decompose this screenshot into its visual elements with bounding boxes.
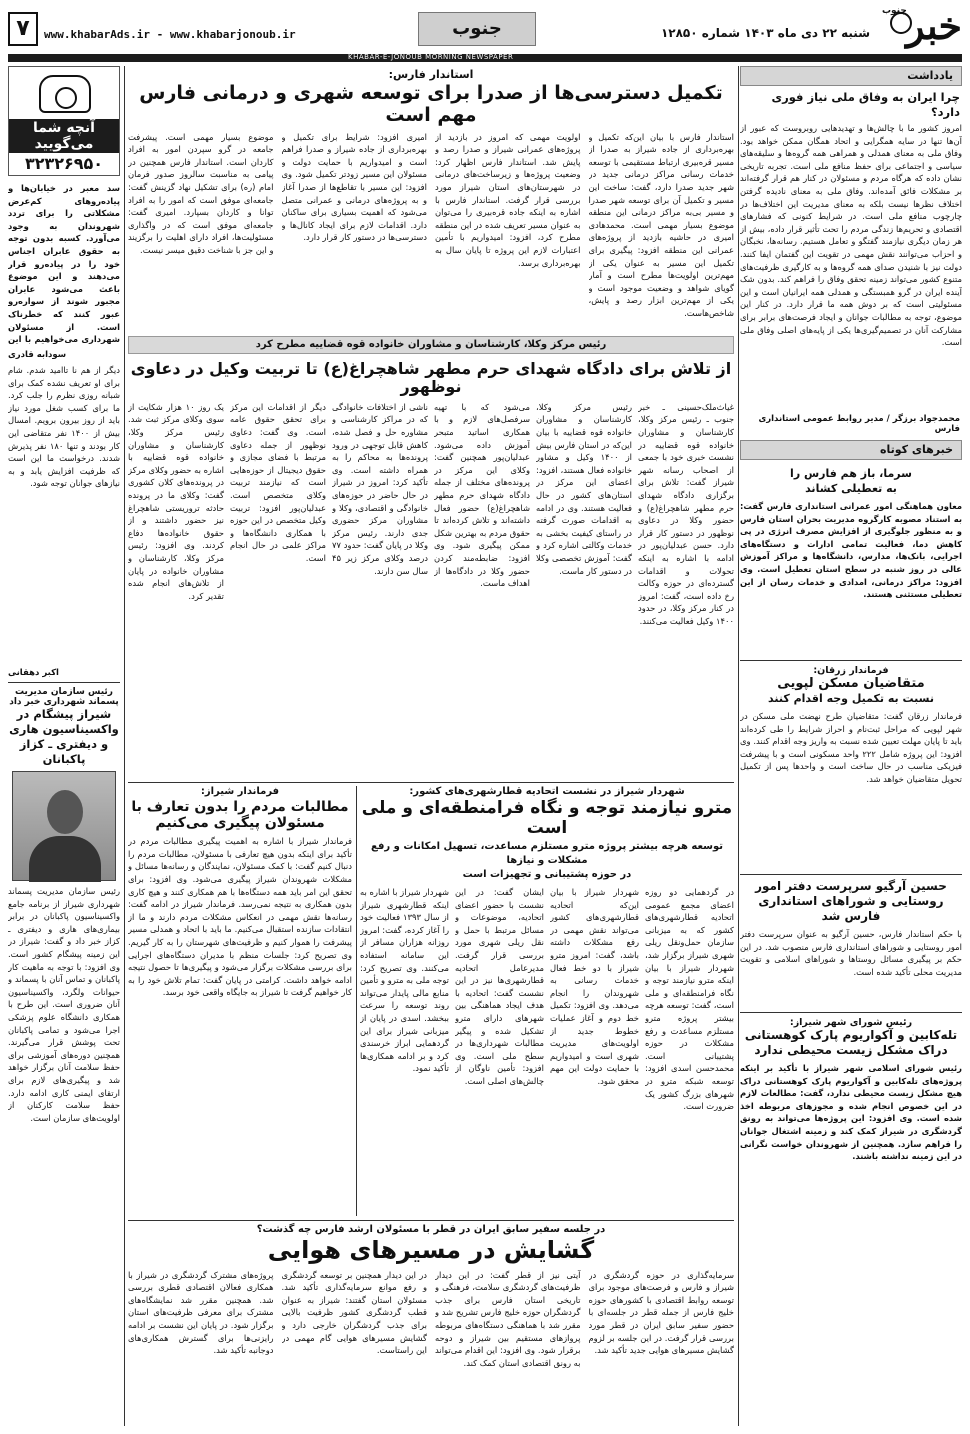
metro-column: شهردار شیراز با اشاره به اینکه قطارشهری شیراز از سال ۱۳۹۳ فعالیت خود را آغاز کرده، گفت: امروز روزانه هزاران مسافر از این سامانه استفاده می‌کنند. وی تصریح کرد: توجه ملی به مترو و تأمین منابع مالی پایدار می‌تواند روند توسعه را سرعت ببخشد. اسدی در پایان از میزبانی شیراز برای این گردهمایی ابراز خرسندی کرد و بر ادامه همکاری‌ها تأکید نمود. bbox=[360, 887, 449, 1074]
note-body: امروز کشور ما با چالش‌ها و تهدیدهایی روبروست که عبور از آن‌ها تنها در سایه همگرایی و اتحاد همگان ممکن خواهد بود. وفاق ملی به معنای همدلی و همراهی همه گروه‌ها و سلیقه‌های سیاسی و اجتماعی برای حفظ منافع ملی است. تجربه تاریخی نشان داده که هرگاه مردم و مسئولان در کنار هم قرار گرفته‌اند بر مشکلات فائق آمده‌اند. وفاق ملی به معنای نادیده گرفتن اختلاف نظرها نیست بلکه به معنای مدیریت این اختلاف‌ها در چارچوب منافع ملی است. در شرایط کنونی که فشارهای اقتصادی و تحریم‌ها زندگی مردم را تحت تأثیر قرار داده، بیش از هر زمان دیگری نیازمند گفتگو و تعامل هستیم. رسانه‌ها، نخبگان و احزاب می‌توانند نقش مهمی در تقویت این گفتمان ایفا کنند. دولت نیز با شنیدن صدای همه گروه‌ها و به کارگیری ظرفیت‌های متنوع کشور می‌تواند زمینه تحقق وفاق را فراهم کند. بدون شک آینده ایران در گرو همبستگی و همدلی همه ایرانیان است و این مسئولیتی است که بر دوش همه ما قرار دارد. در کنار این موضوع، توجه به مطالبات جوانان و ایجاد فرصت‌های برابر برای مشارکت آنان در تصمیم‌گیری‌ها یکی از پایه‌های اصلی وفاق ملی است. bbox=[740, 123, 962, 348]
news-item-body: معاون هماهنگی امور عمرانی استانداری فارس گفت: به استناد مصوبه کارگروه مدیریت بحران استان فارس و به منظور جلوگیری از افزایش مصرف انرژی در پی کاهش دما، فعالیت تمامی ادارات و دستگاه‌های اجرایی، بانک‌ها، مدارس، دانشگاه‌ها و مراکز آموزش عالی در روز شنبه در سطح استان تعطیل است. وی افزود: مراکز درمانی، امدادی و خدمات رسان از این تعطیلی مستثنی هستند. bbox=[740, 501, 962, 600]
aviation-column: در این دیدار همچنین بر توسعه گردشگری و رفع موانع سرمایه‌گذاری تأکید شد. مسئولان استان گفتند: شیراز به عنوان قطب گردشگری کشور ظرفیت بالایی برای جذب گردشگران خارجی دارد و گشایش مسیرهای هوایی گام مهمی در این راستاست. bbox=[281, 1269, 427, 1356]
masthead-rule bbox=[8, 54, 962, 62]
court-headline: از تلاش برای دادگاه شهدای حرم مطهر شاهچراغ(ع) تا تربیت وکیل در دعاوی نوظهور bbox=[130, 359, 732, 397]
court-columns bbox=[128, 401, 734, 771]
globe-icon bbox=[890, 12, 912, 34]
lead-story bbox=[128, 68, 734, 349]
court-column: رئیس مرکز وکلا، کارشناسان و مشاوران خانواده قوه قضاییه با بیان این‌که در استان فارس بیش از ۱۴۰۰ وکیل و مشاور خانواده فعال هستند، افزود: اعضای این مرکز در استان‌های کشور در حال فعالیت هستند. وی در ادامه به اقدامات صورت گرفته در راستای کیفیت بخشی به خدمات وکالتی اشاره کرد و گفت: آموزش تخصصی وکلا در دستور کار ماست. bbox=[536, 401, 632, 576]
divider bbox=[740, 874, 962, 875]
short-news-item bbox=[740, 466, 962, 656]
governor-headline: مطالبات مردم را بدون تعارف با مسئولان پیگیری می‌کنیم bbox=[131, 799, 349, 832]
lead-column: اولویت مهمی که امروز در بازدید از پروژه‌های عمرانی شیراز و صدرا رصد و پایش شد. استاندار فارس اظهار کرد: وضعیت پروژه‌ها و زیرساخت‌های درمانی در شهرستان‌های استان شیراز مورد بررسی قرار گرفت. استاندار فارس با اشاره به اینکه جاده قره‌بیری را می‌توان به عنوان مسیر تعریف شده در این منطقه مطرح کرد، افزود: امیدواریم با تأمین اعتبارات لازم این پروژه تا پایان سال به بهره‌برداری برسد. bbox=[435, 131, 581, 268]
lead-column: موضوع بسیار مهمی است. پیشرفت جامعه در گرو سپردن امور به افراد کاردان است. استاندار فارس همچنین در پیامی به مناسبت سالروز صدور فرمان امام (ره) برای تشکیل نهاد گزینش گفت: جامعه‌ای موفق است که امور را به افراد توانا و کاردان بسپارد. امیری گفت: جامعه‌ای موفق است که در واگذاری مسئولیت‌ها، افراد دارای اهلیت را برگزیند و این جز با شناخت دقیق میسر نیست. bbox=[128, 131, 274, 256]
metro-story bbox=[360, 786, 734, 1226]
news-item-title: به تعطیلی کشاند bbox=[805, 482, 897, 495]
aviation-story bbox=[128, 1224, 734, 1431]
lead-column: استاندار فارس با بیان این‌که تکمیل و بهره‌برداری از جاده شیراز به صدرا از مسیر قره‌بیری ارتباط مستقیمی با توسعه خدمات رسانی مراکز درمانی جدید در شهر جدید صدرا دارد، گفت: ساخت این مسیر و تکمیل آن برای توسعه شهر صدرا و مسیر بی‌به مراکز درمانی این منطقه موضوع بسیار مهمی است. محمدهادی امیری در حاشیه بازدید از پروژه‌های عمرانی این منطقه افزود: پیگیری برای تکمیل این مسیر به عنوان یکی از مهم‌ترین اولویت‌ها مطرح است و آمار گویای شواهد و وضعیت موجود است و یکی از مهم‌ترین ابزار رصد و پایش، شاخص‌هاست. bbox=[588, 131, 734, 318]
lead-column: امیری افزود: شرایط برای تکمیل و بهره‌برداری از جاده شیراز و صدرا فراهم است و امیدواریم با حمایت دولت و مسئولان این مسیر زودتر تکمیل شود. وی افزود: این مسیر با تقاطع‌ها از صدرا آغاز و به پروژه‌های درمانی و عمرانی متصل می‌شود که اهمیت بسیاری برای ساکنان دارد. اقدامات لازم برای ایجاد کانال‌ها و دسترسی‌ها در دستور کار قرار دارد. bbox=[281, 131, 427, 243]
news-item-kicker: رئیس شورای شهر شیراز: bbox=[789, 1017, 913, 1028]
note-author: محمدجواد برزگر / مدیر روابط عمومی استانداری فارس bbox=[758, 414, 960, 434]
reader-column bbox=[8, 66, 120, 1426]
logo bbox=[880, 4, 962, 54]
divider bbox=[740, 660, 962, 661]
aviation-column: آیتی نیز از قطر گفت: در این دیدار ظرفیت‌های گردشگری سلامت، فرهنگی و تاریخی استان فارس برای جذب گردشگران حوزه خلیج فارس تشریح شد و مقرر شد با هماهنگی دستگاه‌های مربوطه پروازهای مستقیم بین شیراز و دوحه برقرار شود. وی افزود: این اقدام می‌تواند به رونق اقتصادی استان کمک کند. bbox=[435, 1269, 581, 1368]
divider bbox=[740, 1012, 962, 1013]
short-news-title: خبرهای کوتاه bbox=[740, 440, 962, 460]
metro-kicker: شهردار شیراز در نشست اتحادیه قطارشهری‌های کشور: bbox=[409, 786, 685, 797]
hotline-number[interactable]: ۳۲۳۲۶۹۵۰ bbox=[24, 154, 104, 173]
column-rule bbox=[356, 786, 357, 1216]
column-body: رئیس سازمان مدیریت پسماند شهرداری شیراز از برنامه جامع واکسیناسیون پاکبانان در برابر بیماری‌های هاری و دیفتری ـ کزاز خبر داد و گفت: شیراز در این زمینه پیشگام کشور است. وی افزود: با توجه به ماهیت کار پاکبانان و تماس آنان با پسماند و حیوانات ولگرد، واکسیناسیون آنان ضروری است. این طرح با همکاری دانشگاه علوم پزشکی اجرا می‌شود و تمامی پاکبانان تحت پوشش قرار می‌گیرند. همچنین دوره‌های آموزشی برای حفظ سلامت آنان برگزار خواهد شد و پیگیری‌های لازم برای ارتقای ایمنی کاری ادامه دارد. حفظ سلامت کارکنان از اولویت‌های سازمان است. bbox=[8, 886, 120, 1123]
metro-column: شهردار شیراز با بیان این‌که اتحادیه قطارشهری‌های کشور می‌تواند نقش مهمی در رفع مشکلات داشته باشد، گفت: امروز مترو شیراز با دو خط فعال خدمات رسانی به شهروندان را انجام می‌دهد. وی افزود: تکمیل خط دوم و آغاز عملیات خطوط جدید از اولویت‌های مدیریت شهری است و امیدواریم با حمایت دولت این مهم محقق شود. bbox=[550, 887, 639, 1086]
reader-letter: سد معبر در خیابان‌ها و پیاده‌روهای کم‌عرض مشکلاتی را برای تردد شهروندان به وجود می‌آورد. کسبه بدون توجه به حقوق عابران اجناس خود را در پیاده‌رو قرار می‌دهند و این موضوع باعث می‌شود عابران مجبور شوند از سواره‌رو عبور کنند که خطرناک است. از مسئولان شهرداری می‌خواهیم با این bbox=[8, 183, 120, 345]
governor-story bbox=[128, 786, 352, 1213]
news-item-body: رئیس شورای اسلامی شهر شیراز با تأکید بر اینکه پروژه‌های تله‌کابین و آکواریوم پارک کوهستانی دراک هیچ مشکل زیست محیطی ندارد، گفت: مطالعات لازم در این خصوص انجام شده و مجوزهای مربوطه اخذ شده است. وی افزود: این پروژه‌ها می‌تواند به رونق گردشگری در شیراز کمک کند و زمینه اشتغال جوانان را فراهم سازد. همچنین از شهروندان خواست نگرانی در این زمینه نداشته باشند. bbox=[740, 1063, 962, 1162]
column-kicker: رئیس سازمان مدیریت پسماند شهرداری خبر داد bbox=[9, 687, 119, 707]
news-item-kicker: سرما، باز هم فارس را bbox=[790, 467, 912, 480]
governor-kicker: فرماندار شیراز: bbox=[200, 786, 280, 797]
court-column: دیگر از اقدامات این مرکز برای تحقق حقوق عامه است. وی گفت: دعاوی نوظهور از جمله دعاوی مرتبط با فضای مجازی و حقوق دیجیتال از حوزه‌هایی است که نیازمند تربیت وکلای متخصص است. عبدلیان‌پور افزود: تربیت وکیل متخصص در این حوزه با همکاری دانشگاه‌ها و مراکز علمی در حال انجام است. bbox=[230, 401, 326, 563]
metro-column: در گردهمایی دو روزه اعضای مجمع عمومی اتحادیه قطارشهری‌های کشور که به میزبانی سازمان حمل‌ونقل ریلی شهری شیراز برگزار شد، شهردار شیراز با بیان اینکه مترو نیازمند توجه و نگاه فرامنطقه‌ای و ملی است، گفت: توسعه هرچه بیشتر پروژه مترو مستلزم مساعدت و رفع مشکلات در حوزه پشتیبانی است. محمدحسن اسدی افزود: توسعه شبکه مترو در شهرهای بزرگ کشور یک ضرورت است. bbox=[645, 887, 734, 1112]
paper-subtitle: KHABAR-E-JONOUB MORNING NEWSPAPER bbox=[348, 53, 514, 61]
telephone-icon bbox=[39, 75, 91, 113]
court-story bbox=[128, 336, 734, 771]
column-rule bbox=[738, 66, 739, 1426]
metro-subhead: توسعه هرچه بیشتر پروژه مترو مستلزم مساعدت، تسهیل امکانات و رفع مشکلات و نیازها bbox=[371, 841, 723, 867]
lead-columns bbox=[128, 131, 734, 349]
official-portrait bbox=[12, 771, 116, 881]
reader-letter-author: سودابه قادری bbox=[8, 350, 67, 360]
news-item-kicker: فرماندار زرقان: bbox=[813, 665, 889, 676]
note-headline: چرا ایران به وفاق ملی نیاز فوری دارد؟ bbox=[771, 90, 960, 119]
aviation-headline: گشایش در مسیرهای هوایی bbox=[267, 1236, 595, 1264]
news-item-body: فرماندار زرقان گفت: متقاضیان طرح نهضت ملی مسکن در شهر لپویی که مراحل ثبت‌نام و احراز شرایط را طی کرده‌اند باید تا پایان مهلت تعیین شده نسبت به واریز وجه اقدام کنند. وی افزود: این پروژه شامل ۲۲۲ واحد مسکونی است و با پیشرفت فیزیکی مناسب در حال ساخت است و واحدها پس از تکمیل تحویل متقاضیان خواهد شد. bbox=[740, 711, 962, 784]
reader-letter: دیگر از هم نا تاامید شدم. شام برای او تعریف نشده کمک برای شبانه روزی نظرم را جلب کرد. ما برای کسب شغل مورد نیاز باید از روز بیرون برویم. امسال بیش از ۱۴۰۰ نفر متقاضی این کار بودند و تنها ۱۸۰ نفر پذیرش شدند. درخواست ما این است که ظرفیت افزایش یابد و به نیازهای جوانان توجه شود. bbox=[8, 365, 120, 489]
issue-date: شنبه ۲۲ دی ماه ۱۴۰۳ شماره ۱۲۸۵۰ bbox=[660, 26, 870, 40]
divider bbox=[8, 682, 120, 683]
news-item-title: حسین آرگیو سرپرست دفتر امور روستایی و شوراهای استانداری فارس شد bbox=[755, 879, 947, 923]
divider bbox=[128, 1220, 734, 1221]
reader-hotline-box bbox=[8, 66, 120, 176]
logo-subtext: جنوب bbox=[882, 6, 907, 16]
logo-text: خبر bbox=[906, 3, 962, 48]
metro-columns bbox=[360, 886, 734, 1226]
note-section-title: یادداشت bbox=[740, 66, 962, 86]
column-rule bbox=[124, 66, 125, 1426]
aviation-columns bbox=[128, 1269, 734, 1431]
website[interactable]: www.khabarAds.ir - www.khabarjonoub.ir bbox=[44, 28, 296, 41]
short-news-item bbox=[740, 879, 962, 1008]
news-item-title: متقاضیان مسکن لپویی bbox=[777, 676, 925, 691]
news-item-body: با حکم استاندار فارس، حسین آرگیو به عنوان سرپرست دفتر امور روستایی و شوراهای استانداری فارس منصوب شد. در این حکم بر پیگیری مسائل روستاها و شوراهای اسلامی و تقویت مدیریت محلی تأکید شده است. bbox=[740, 929, 962, 977]
section-name: جنوب bbox=[418, 12, 536, 46]
sidebar bbox=[740, 66, 962, 1426]
lead-headline: تکمیل دسترسی‌ها از صدرا برای توسعه شهری و درمانی فارس مهم است bbox=[139, 82, 723, 126]
aviation-kicker: در جلسه سفیر سابق ایران در قطر با مسئولان ارشد فارس چه گذشت؟ bbox=[256, 1224, 606, 1235]
short-news-item bbox=[740, 665, 962, 870]
short-news-item bbox=[740, 1017, 962, 1262]
aviation-column: سرمایه‌گذاری در حوزه گردشگری در شیراز و فارس و فرصت‌های موجود برای توسعه روابط اقتصادی با کشورهای حوزه خلیج فارس از جمله قطر در جلسه‌ای با حضور سفیر سابق ایران در قطر مورد بررسی قرار گرفت. در این جلسه بر لزوم گشایش مسیرهای هوایی جدید تأکید شد. bbox=[588, 1269, 734, 1356]
court-column: می‌شود که با تهیه سرفصل‌های لازم و با همکاری اساتید متبحر آموزش داده می‌شود. عبدلیان‌پور همچنین گفت: وکلای این مرکز در پرونده‌های مختلف از جمله دادگاه شهدای حرم مطهر شاهچراغ(ع) حضور فعال داشته‌اند و تلاش کرده‌اند تا حقوق مردم به بهترین شکل ممکن پیگیری شود. وی افزود: ضابطه‌مند کردن حضور وکلا در دادگاه‌ها از اهداف ماست. bbox=[434, 401, 530, 589]
metro-column: ایشان گفت: در این نشست با حضور اعضای اتحادیه، موضوعات و مسائل مرتبط با حمل و نقل ریلی شهری مورد بررسی قرار گرفت. مدیرعامل اتحادیه قطارشهری‌ها نیز در این نشست گفت: اتحادیه با هدف ایجاد هماهنگی بین شهرهای دارای مترو تشکیل شده و پیگیر مطالبات شهرداری‌ها در سطح ملی است. وی افزود: تأمین ناوگان از چالش‌های اصلی است. bbox=[455, 887, 544, 1086]
masthead bbox=[8, 4, 962, 56]
court-kicker: رئیس مرکز وکلا، کارشناسان و مشاوران خانواده قوه قضاییه مطرح کرد bbox=[128, 336, 734, 354]
news-item-subtitle: نسبت به تکمیل وجه اقدام کنند bbox=[768, 692, 934, 705]
page-number: ۷ bbox=[8, 12, 38, 46]
news-item-title: تله‌کابین و آکواریوم پارک کوهستانی دراک مشکل زیست محیطی ندارد bbox=[744, 1028, 958, 1057]
court-column: غیاث‌ملک‌حسینی ـ خبر جنوب ـ رئیس مرکز وکلا، کارشناسان و مشاوران خانواده قوه قضاییه در نشست خبری خود با جمعی از اصحاب رسانه شهر شیراز گفت: تلاش برای برگزاری دادگاه شهدای حرم مطهر شاهچراغ(ع) و حضور وکلا در دعاوی نوظهور در دستور کار قرار دارد. حسن عبدلیان‌پور در ادامه با اشاره به اینکه تحولات و اقدامات گسترده‌ای در حوزه وکالت رخ داده است، گفت: امروز در کنار مرکز وکلا، در حدود ۱۴۰۰ وکیل فعالیت می‌کنند. bbox=[638, 401, 734, 626]
column-headline: شیراز پیشگام در واکسیناسیون هاری و دیفتری ـ کزاز پاکبانان bbox=[9, 707, 119, 766]
court-column: یک روز ۱۰ هزار شکایت از سوی وکلای مرکز ثبت شد. رئیس مرکز وکلا، کارشناسان و مشاوران خانواده قوه قضاییه با اشاره به حضور وکلای مرکز در پرونده‌های کلان کشوری گفت: وکلای ما در پرونده حادثه تروریستی شاهچراغ نیز حضور داشتند و از حقوق خانواده‌ها دفاع کردند. وی افزود: رئیس مرکز وکلا، کارشناسان و مشاوران خانواده در پایان از تلاش‌های انجام شده تقدیر کرد. bbox=[128, 401, 224, 601]
governor-body: فرماندار شیراز با اشاره به اهمیت پیگیری مطالبات مردم در تأکید برای اینکه بدون هیچ تعارفی با مسئولان، مطالبات مردم را دنبال کنیم گفت: با کمک مسئولان، نمایندگان و رسانه‌ها مسائل و مشکلات شهروندان شیراز پیگیری می‌شود. وی افزود: برای تحقق این امر باید همه دستگاه‌ها با هم همکاری کنند و هیچ کاری بدون همکاری به نتیجه نمی‌رسد. فرماندار شیراز در ادامه گفت: رسانه‌ها نقش مهمی در انعکاس مشکلات مردم دارند و ما از انتقادات سازنده استقبال می‌کنیم. ما باید با اتحاد و همدلی مسیر پیشرفت را هموار کنیم و ظرفیت‌های شهرستان را به کار گیریم. وی تصریح کرد: جلسات منظم با مدیران دستگاه‌های اجرایی برای بررسی مشکلات برگزار می‌شود و پیگیری‌ها تا حصول نتیجه ادامه خواهد داشت. کرامتی در پایان گفت: تمام تلاش خود را به کار خواهیم گرفت تا شیراز به جایگاه واقعی خود برسد. bbox=[128, 836, 352, 998]
aviation-column: پروژه‌های مشترک گردشگری در شیراز با همکاری فعالان اقتصادی قطری بررسی شد. همچنین مقرر شد نمایشگاه‌های مشترک برای معرفی ظرفیت‌های استان برگزار شود. در پایان این نشست بر ادامه رایزنی‌ها برای گسترش همکاری‌های دوجانبه تأکید شد. bbox=[128, 1269, 274, 1356]
metro-headline: مترو نیازمند توجه و نگاه فرامنطقه‌ای و ملی است bbox=[361, 798, 733, 838]
court-column: ناشی از اختلافات خانوادگی که در مراکز کارشناسی و مشاوره حل و فصل شده، کاهش قابل توجهی در ورود پرونده‌ها به محاکم را به همراه داشته است. وی تأکید کرد: امروز در شیراز در حال حاضر در حوزه‌های خانوادگی و اقتصادی، وکلا و مشاوران مرکز حضوری جدی دارند. رئیس مرکز وکلا در پایان گفت: حدود ۷۷ درصد وکلای مرکز زیر ۴۵ سال سن دارند. bbox=[332, 401, 428, 576]
lead-kicker: استاندار فارس: bbox=[388, 68, 474, 81]
hotline-title: آنچه شما می‌گویید bbox=[9, 119, 119, 153]
reader-letter-author: اکبر دهقانی bbox=[8, 668, 59, 678]
metro-subhead: در حوزه پشتیبانی و تجهیزات است bbox=[462, 869, 632, 881]
divider bbox=[128, 782, 734, 783]
